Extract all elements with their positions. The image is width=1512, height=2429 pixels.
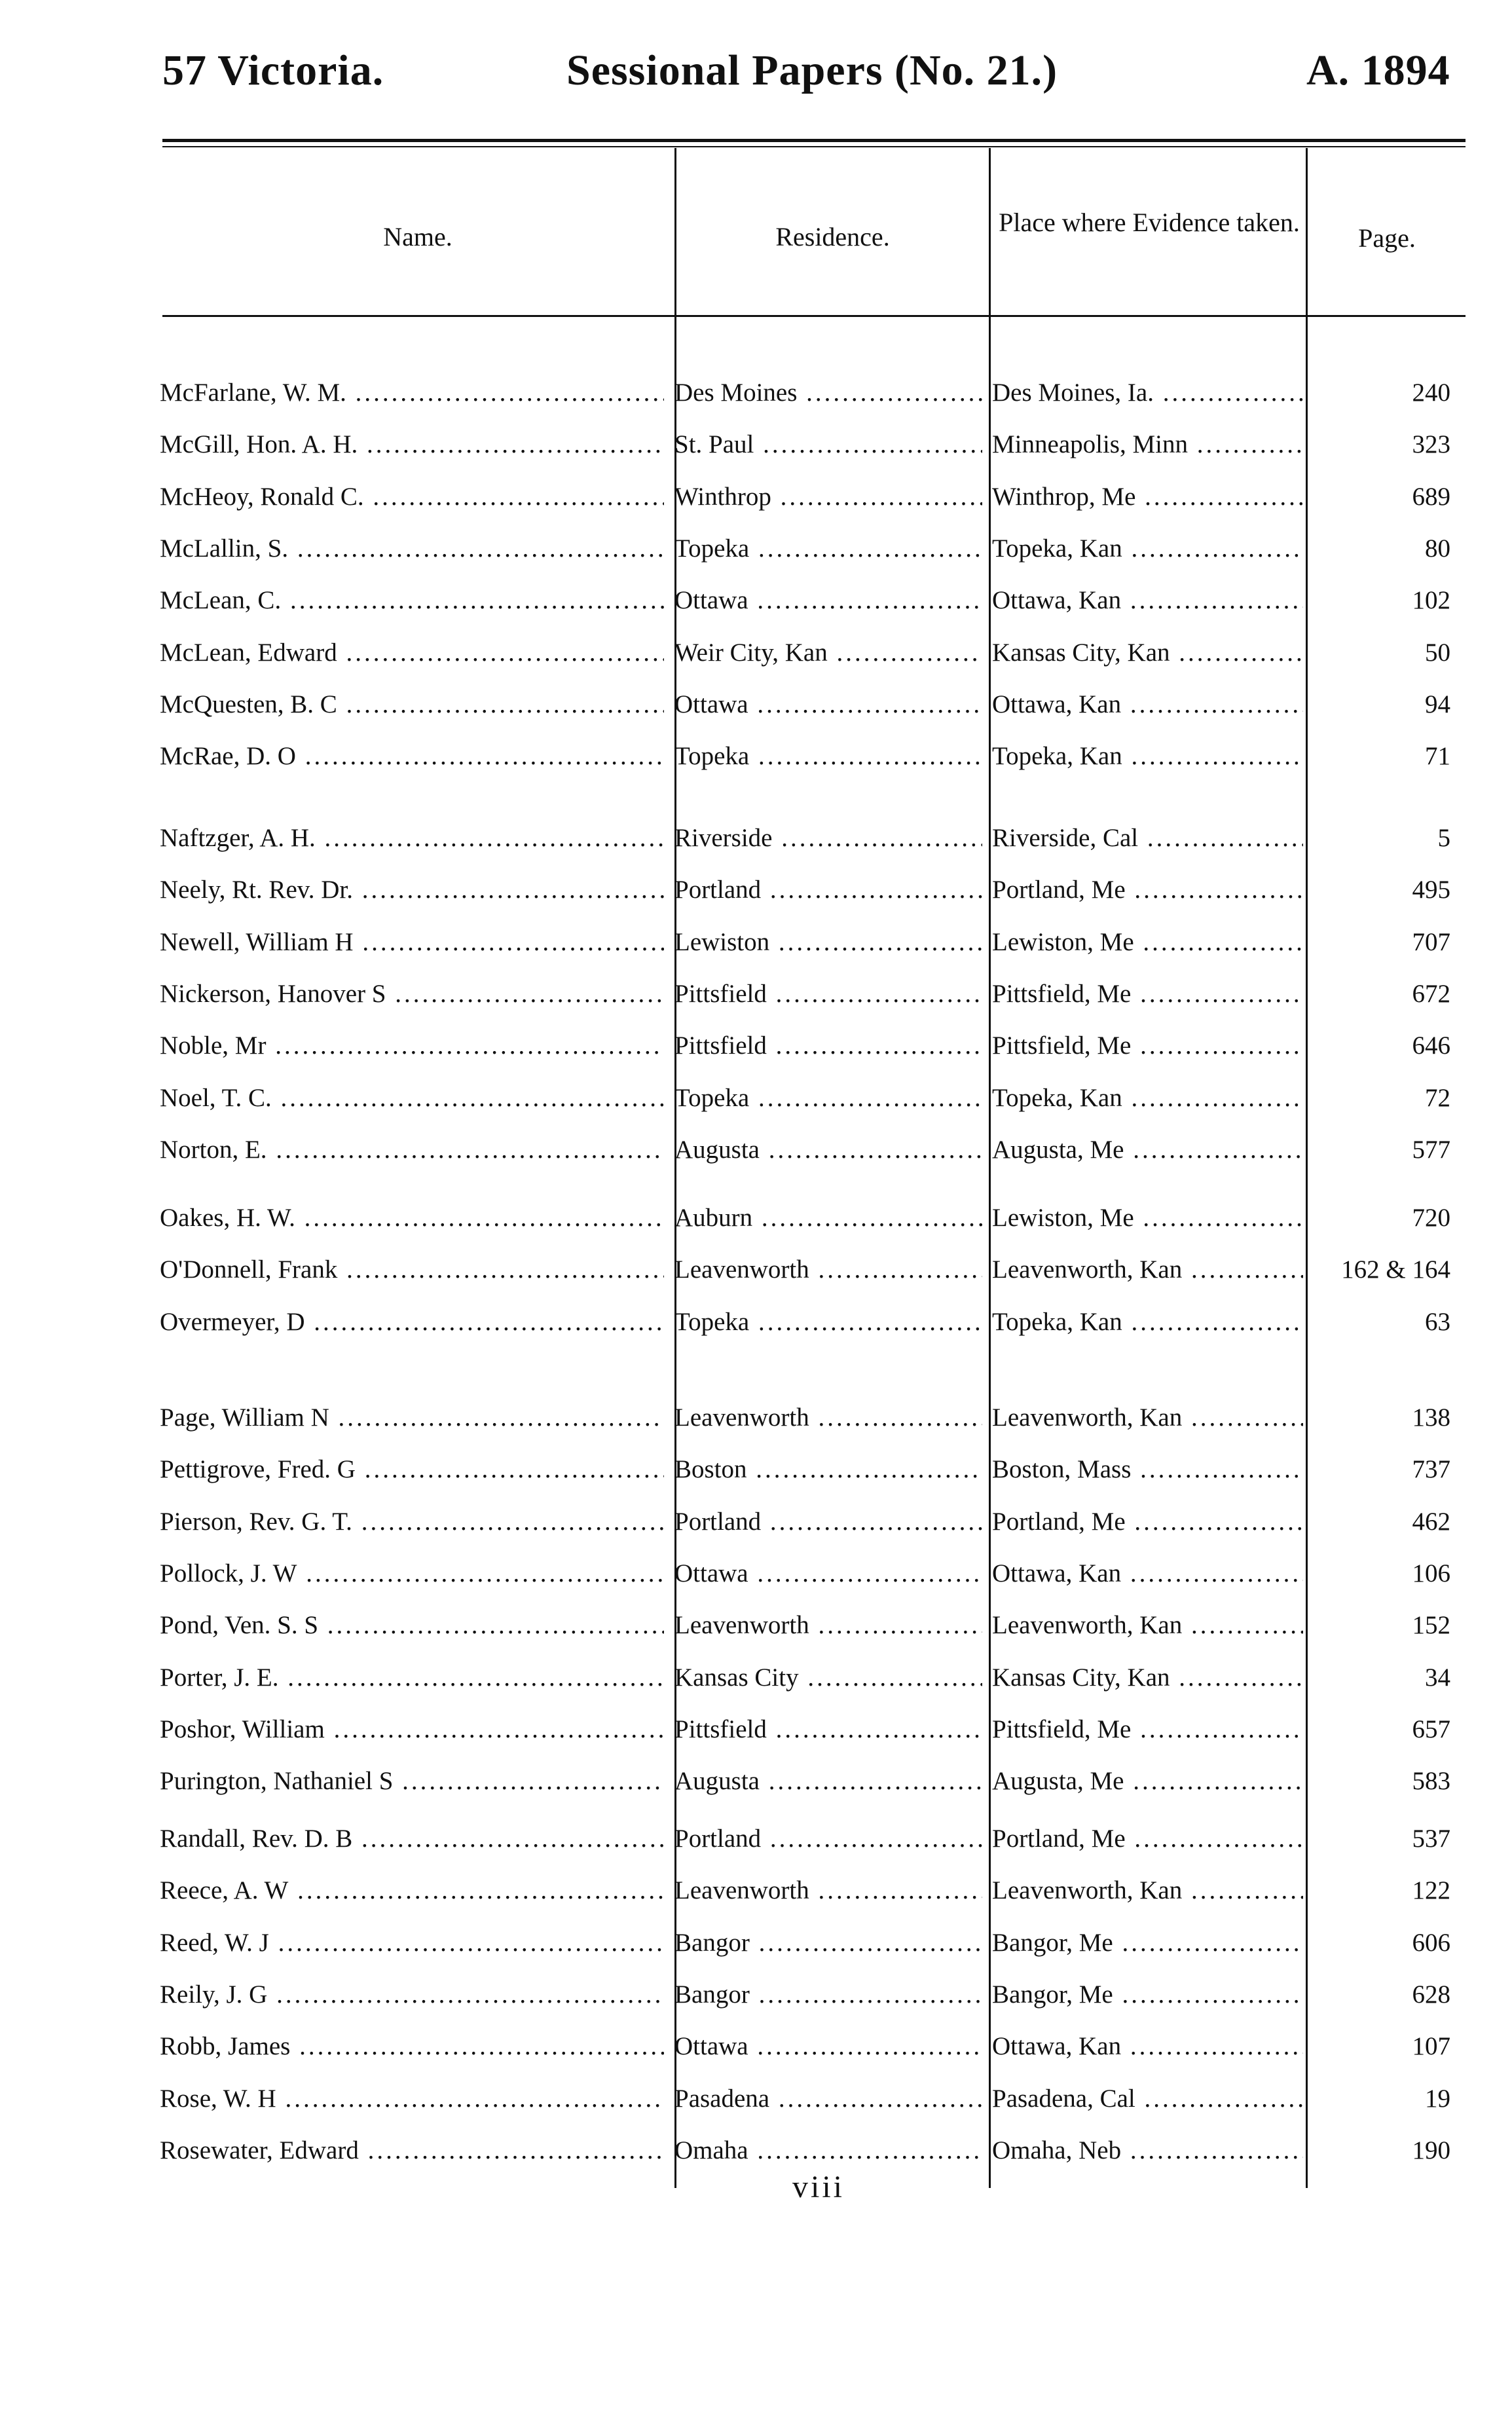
index-row xyxy=(0,1445,1512,1498)
index-row xyxy=(0,576,1512,629)
entry-page: 190 xyxy=(1412,2136,1450,2164)
entry-residence: Pittsfield ..... xyxy=(674,979,982,1009)
index-row xyxy=(0,2022,1512,2075)
entry-name: Overmeyer, D ..... xyxy=(160,1307,664,1337)
entry-name: Reily, J. G ..... xyxy=(160,1980,664,2009)
entry-residence: Topeka ..... xyxy=(674,534,982,563)
entry-name: Pettigrove, Fred. G ..... xyxy=(160,1455,664,1484)
entry-residence: Leavenworth ..... xyxy=(674,1403,982,1432)
entry-name: Purington, Nathaniel S ..... xyxy=(160,1766,664,1796)
index-row xyxy=(0,1815,1512,1867)
entry-residence: Topeka ..... xyxy=(674,741,982,771)
entry-residence: Bangor ..... xyxy=(674,1980,982,2009)
entry-residence: Ottawa ..... xyxy=(674,585,982,615)
entry-residence: Lewiston ..... xyxy=(674,927,982,957)
entry-place: Minneapolis, Minn ..... xyxy=(992,430,1303,459)
entry-place: Pasadena, Cal ..... xyxy=(992,2084,1303,2113)
entry-name: Robb, James ..... xyxy=(160,2031,664,2061)
entry-page: 537 xyxy=(1412,1825,1450,1853)
entry-name: Poshor, William ..... xyxy=(160,1715,664,1744)
entry-name: Neely, Rt. Rev. Dr. ..... xyxy=(160,875,664,904)
entry-page: 80 xyxy=(1425,534,1450,563)
entry-name: Norton, E. ..... xyxy=(160,1135,664,1164)
index-row xyxy=(0,1866,1512,1919)
entry-page: 462 xyxy=(1412,1508,1450,1536)
entry-residence: Leavenworth ..... xyxy=(674,1255,982,1284)
index-row xyxy=(0,1126,1512,1178)
entry-page: 19 xyxy=(1425,2085,1450,2113)
index-row xyxy=(0,1919,1512,1971)
entry-name: Pierson, Rev. G. T. ..... xyxy=(160,1507,664,1536)
column-head-place: Place where Evidence taken. xyxy=(999,208,1300,237)
index-row xyxy=(0,1549,1512,1602)
entry-residence: Bangor ..... xyxy=(674,1928,982,1957)
entry-name: McLean, C. ..... xyxy=(160,585,664,615)
entry-residence: Auburn ..... xyxy=(674,1203,982,1233)
entry-name: McLean, Edward ..... xyxy=(160,638,664,667)
entry-page: 495 xyxy=(1412,876,1450,904)
entry-place: Topeka, Kan ..... xyxy=(992,741,1303,771)
entry-page: 138 xyxy=(1412,1403,1450,1432)
entry-residence: Pasadena ..... xyxy=(674,2084,982,2113)
index-row xyxy=(0,1394,1512,1446)
entry-page: 152 xyxy=(1412,1611,1450,1639)
entry-page: 577 xyxy=(1412,1136,1450,1164)
index-row xyxy=(0,1194,1512,1246)
entry-place: Bangor, Me ..... xyxy=(992,1980,1303,2009)
entry-place: Topeka, Kan ..... xyxy=(992,1083,1303,1113)
entry-residence: Topeka ..... xyxy=(674,1083,982,1113)
entry-residence: Pittsfield ..... xyxy=(674,1715,982,1744)
header-year: A. 1894 xyxy=(1306,46,1450,94)
entry-name: Porter, J. E. ..... xyxy=(160,1663,664,1692)
index-row xyxy=(0,680,1512,733)
entry-residence: Portland ..... xyxy=(674,1824,982,1853)
entry-residence: Omaha ..... xyxy=(674,2136,982,2165)
entry-name: Nickerson, Hanover S ..... xyxy=(160,979,664,1009)
entry-name: Reece, A. W ..... xyxy=(160,1876,664,1905)
entry-name: Pollock, J. W ..... xyxy=(160,1559,664,1588)
entry-page: 50 xyxy=(1425,639,1450,667)
index-row xyxy=(0,1022,1512,1074)
entry-page: 707 xyxy=(1412,928,1450,956)
index-row xyxy=(0,814,1512,866)
entry-place: Kansas City, Kan ..... xyxy=(992,1663,1303,1692)
index-row xyxy=(0,2075,1512,2127)
entry-page: 72 xyxy=(1425,1084,1450,1112)
entry-residence: Leavenworth ..... xyxy=(674,1610,982,1640)
entry-page: 583 xyxy=(1412,1767,1450,1795)
top-rule-thin xyxy=(162,146,1466,147)
entry-page: 689 xyxy=(1412,483,1450,511)
entry-place: Leavenworth, Kan ..... xyxy=(992,1876,1303,1905)
index-row xyxy=(0,1246,1512,1298)
entry-name: McQuesten, B. C ..... xyxy=(160,690,664,719)
index-row xyxy=(0,369,1512,421)
entry-place: Pittsfield, Me ..... xyxy=(992,1031,1303,1060)
entry-page: 240 xyxy=(1412,379,1450,407)
header-title: Sessional Papers (No. 21.) xyxy=(566,46,1058,94)
header-volume: 57 Victoria. xyxy=(162,46,384,94)
entry-page: 737 xyxy=(1412,1455,1450,1483)
entry-page: 63 xyxy=(1425,1308,1450,1336)
entry-residence: Topeka ..... xyxy=(674,1307,982,1337)
entry-place: Boston, Mass ..... xyxy=(992,1455,1303,1484)
index-row xyxy=(0,1298,1512,1350)
column-head-rule xyxy=(162,315,1466,317)
entry-place: Ottawa, Kan ..... xyxy=(992,585,1303,615)
entry-place: Leavenworth, Kan ..... xyxy=(992,1610,1303,1640)
entry-place: Pittsfield, Me ..... xyxy=(992,979,1303,1009)
entry-residence: Des Moines ..... xyxy=(674,378,982,407)
entry-residence: Leavenworth ..... xyxy=(674,1876,982,1905)
entry-page: 34 xyxy=(1425,1663,1450,1692)
entry-name: Noble, Mr ..... xyxy=(160,1031,664,1060)
entry-page: 94 xyxy=(1425,690,1450,718)
top-rule-thick xyxy=(162,139,1466,142)
entry-page: 657 xyxy=(1412,1715,1450,1743)
index-row xyxy=(0,1757,1512,1809)
entry-name: McRae, D. O ..... xyxy=(160,741,664,771)
entry-residence: Augusta ..... xyxy=(674,1135,982,1164)
entry-page: 646 xyxy=(1412,1031,1450,1060)
index-row xyxy=(0,732,1512,785)
entry-residence: Riverside ..... xyxy=(674,823,982,853)
entry-residence: St. Paul ..... xyxy=(674,430,982,459)
entry-residence: Portland ..... xyxy=(674,1507,982,1536)
index-row xyxy=(0,629,1512,681)
entry-place: Augusta, Me ..... xyxy=(992,1135,1303,1164)
entry-name: McHeoy, Ronald C. ..... xyxy=(160,482,664,511)
entry-name: Noel, T. C. ..... xyxy=(160,1083,664,1113)
entry-place: Portland, Me ..... xyxy=(992,1507,1303,1536)
entry-name: McLallin, S. ..... xyxy=(160,534,664,563)
entry-residence: Winthrop ..... xyxy=(674,482,982,511)
column-head-page: Page. xyxy=(1358,223,1416,253)
entry-name: Page, William N ..... xyxy=(160,1403,664,1432)
entry-page: 5 xyxy=(1437,824,1450,852)
entry-name: McFarlane, W. M. ..... xyxy=(160,378,664,407)
entry-page: 628 xyxy=(1412,1980,1450,2009)
entry-name: Rosewater, Edward ..... xyxy=(160,2136,664,2165)
entry-page: 107 xyxy=(1412,2032,1450,2060)
entry-name: Pond, Ven. S. S ..... xyxy=(160,1610,664,1640)
entry-residence: Augusta ..... xyxy=(674,1766,982,1796)
entry-page: 106 xyxy=(1412,1559,1450,1587)
entry-place: Winthrop, Me ..... xyxy=(992,482,1303,511)
entry-place: Portland, Me ..... xyxy=(992,875,1303,904)
index-row xyxy=(0,970,1512,1022)
entry-page: 323 xyxy=(1412,430,1450,458)
entry-page: 162 & 164 xyxy=(1341,1255,1450,1284)
entry-residence: Ottawa ..... xyxy=(674,1559,982,1588)
entry-place: Augusta, Me ..... xyxy=(992,1766,1303,1796)
index-row xyxy=(0,1654,1512,1706)
entry-page: 102 xyxy=(1412,586,1450,614)
index-row xyxy=(0,1705,1512,1758)
entry-name: Newell, William H ..... xyxy=(160,927,664,957)
entry-name: O'Donnell, Frank ..... xyxy=(160,1255,664,1284)
entry-residence: Ottawa ..... xyxy=(674,690,982,719)
entry-place: Leavenworth, Kan ..... xyxy=(992,1255,1303,1284)
column-head-name: Name. xyxy=(383,222,452,251)
entry-page: 122 xyxy=(1412,1876,1450,1904)
entry-name: Rose, W. H ..... xyxy=(160,2084,664,2113)
entry-name: Randall, Rev. D. B ..... xyxy=(160,1824,664,1853)
entry-place: Riverside, Cal ..... xyxy=(992,823,1303,853)
entry-place: Ottawa, Kan ..... xyxy=(992,1559,1303,1588)
index-row xyxy=(0,2126,1512,2179)
entry-page: 720 xyxy=(1412,1204,1450,1232)
entry-place: Omaha, Neb ..... xyxy=(992,2136,1303,2165)
entry-name: Naftzger, A. H. ..... xyxy=(160,823,664,853)
entry-name: McGill, Hon. A. H. ..... xyxy=(160,430,664,459)
entry-place: Kansas City, Kan ..... xyxy=(992,638,1303,667)
entry-residence: Kansas City ..... xyxy=(674,1663,982,1692)
entry-place: Des Moines, Ia. ..... xyxy=(992,378,1303,407)
index-row xyxy=(0,866,1512,918)
index-row xyxy=(0,1601,1512,1654)
entry-place: Leavenworth, Kan ..... xyxy=(992,1403,1303,1432)
entry-name: Reed, W. J ..... xyxy=(160,1928,664,1957)
entry-page: 672 xyxy=(1412,980,1450,1008)
entry-residence: Weir City, Kan ..... xyxy=(674,638,982,667)
index-row xyxy=(0,1971,1512,2023)
entry-place: Lewiston, Me ..... xyxy=(992,1203,1303,1233)
entry-residence: Boston ..... xyxy=(674,1455,982,1484)
entry-residence: Pittsfield ..... xyxy=(674,1031,982,1060)
entry-place: Topeka, Kan ..... xyxy=(992,534,1303,563)
entry-place: Ottawa, Kan ..... xyxy=(992,2031,1303,2061)
entry-place: Ottawa, Kan ..... xyxy=(992,690,1303,719)
index-row xyxy=(0,473,1512,525)
entry-residence: Portland ..... xyxy=(674,875,982,904)
page-folio: viii xyxy=(792,2170,845,2204)
index-row xyxy=(0,1074,1512,1126)
index-row xyxy=(0,918,1512,971)
index-row xyxy=(0,1498,1512,1550)
column-head-residence: Residence. xyxy=(775,222,890,251)
entry-place: Lewiston, Me ..... xyxy=(992,927,1303,957)
index-row xyxy=(0,420,1512,473)
entry-place: Portland, Me ..... xyxy=(992,1824,1303,1853)
entry-residence: Ottawa ..... xyxy=(674,2031,982,2061)
entry-place: Pittsfield, Me ..... xyxy=(992,1715,1303,1744)
entry-name: Oakes, H. W. ..... xyxy=(160,1203,664,1233)
entry-place: Topeka, Kan ..... xyxy=(992,1307,1303,1337)
index-row xyxy=(0,525,1512,577)
entry-place: Bangor, Me ..... xyxy=(992,1928,1303,1957)
entry-page: 606 xyxy=(1412,1929,1450,1957)
entry-page: 71 xyxy=(1425,742,1450,770)
